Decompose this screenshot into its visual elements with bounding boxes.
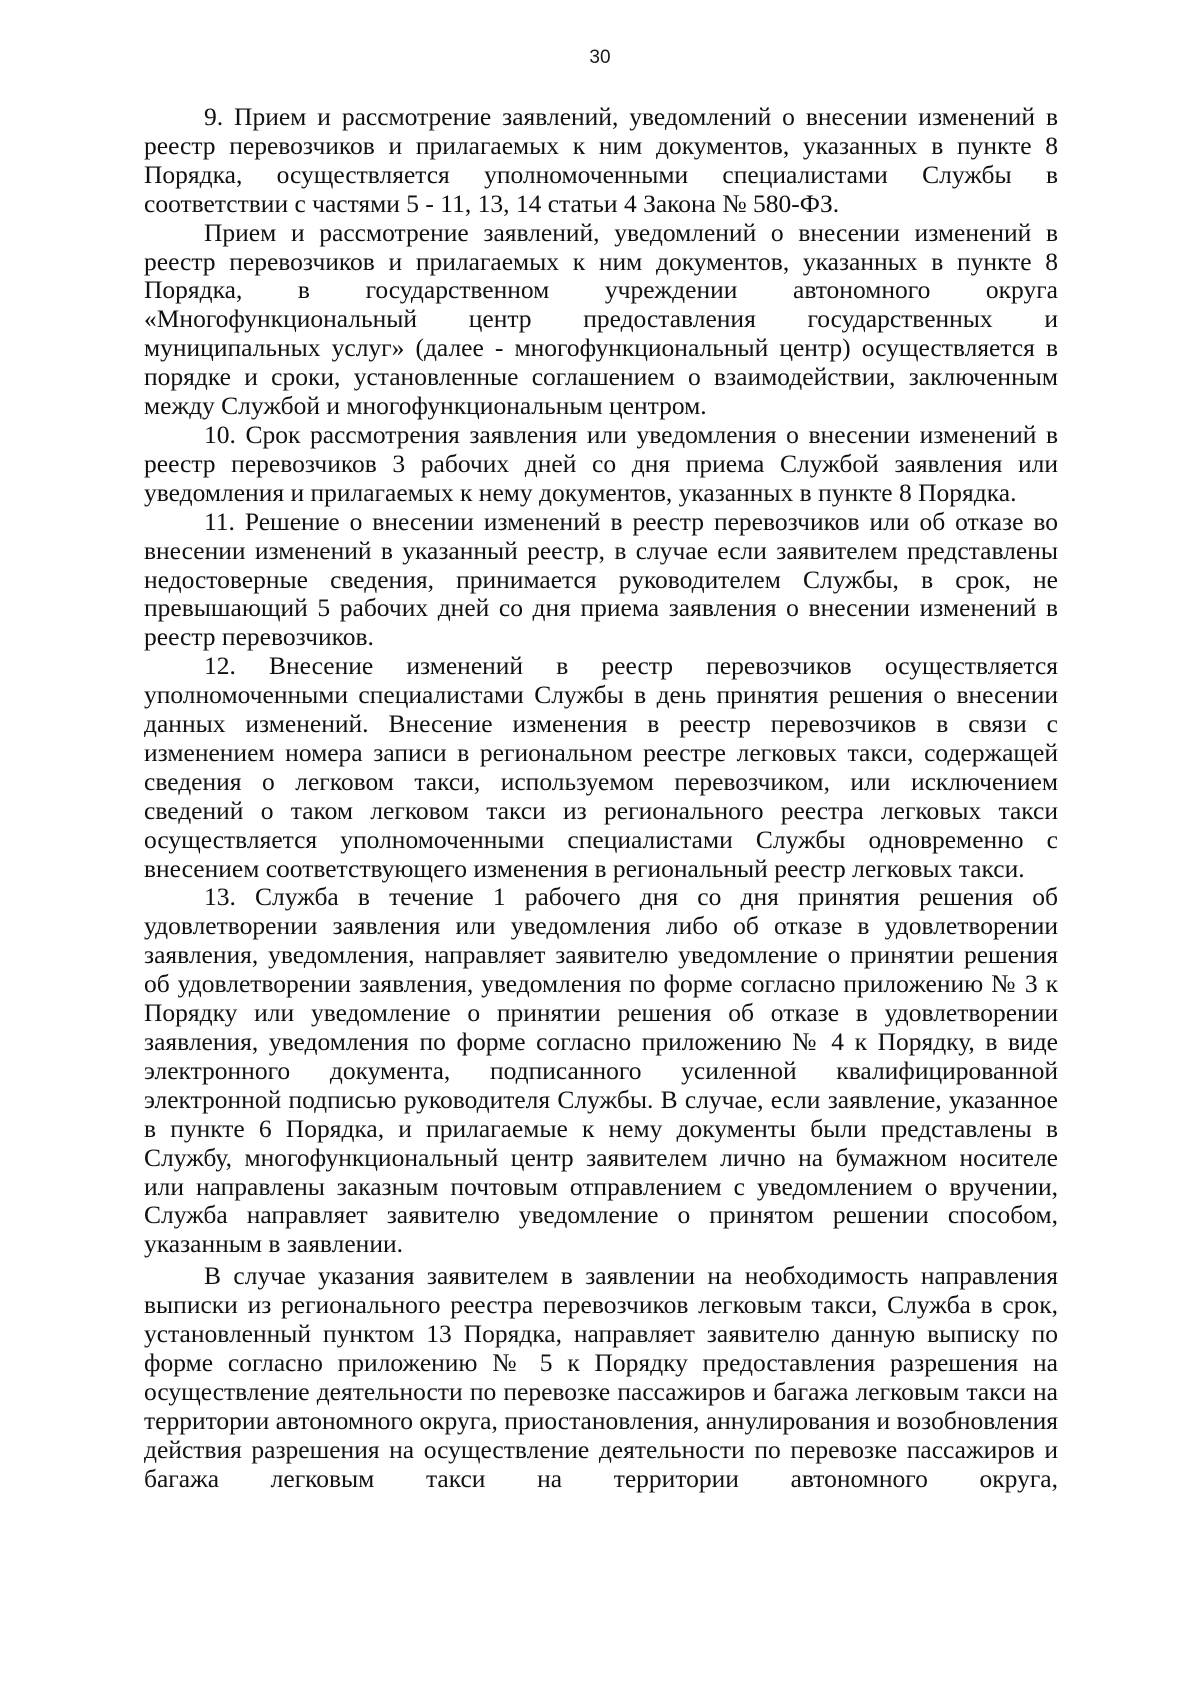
paragraph-13: 13. Служба в течение 1 рабочего дня со дня принятия решения об удовлетворении заявления или уведомления либо об отказе в удовлетворении заявления, уведомления, направляет заявителю уведомление о принятии решения об удовлетворении заявления, уведомления по форме согласно приложению № 3 к Порядку или уведомление о принятии решения об отказе в удовлетворении заявления, уведомления по форме согласно приложению № 4 к Порядку, в виде электронного документа, подписанного усиленной квалифицированной электронной подписью руководителя Службы. В случае, если заявление, указанное в пункте 6 Порядка, и прилагаемые к нему документы были представлены в Службу, многофункциональный центр заявителем лично на бумажном носителе или направлены заказным почтовым отправлением с уведомлением о вручении, Служба направляет заявителю уведомление о принятом решении способом, указанным в заявлении. — [144, 882, 1058, 1259]
document-body — [144, 103, 1058, 1494]
page-number: 30 — [589, 47, 611, 68]
paragraph-9-continued: Прием и рассмотрение заявлений, уведомлений о внесении изменений в реестр перевозчиков и прилагаемых к ним документов, указанных в пункте 8 Порядка, в государственном учреждении автономного округа «Многофункциональный центр предоставления государственных и муниципальных услуг» (далее - многофункциональный центр) осуществляется в порядке и сроки, установленные соглашением о взаимодействии, заключенным между Службой и многофункциональным центром. — [144, 217, 1058, 421]
paragraph-12: 12. Внесение изменений в реестр перевозчиков осуществляется уполномоченными специалистами Службы в день принятия решения о внесении данных изменений. Внесение изменения в реестр перевозчиков в связи с изменением номера записи в региональном реестре легковых такси, содержащей сведения о легковом такси, используемом перевозчиком, или исключением сведений о таком легковом такси из регионального реестра легковых такси осуществляется уполномоченными специалистами Службы одновременно с внесением соответствующего изменения в региональный реестр легковых такси. — [144, 651, 1058, 883]
paragraph-10: 10. Срок рассмотрения заявления или уведомления о внесении изменений в реестр перевозчиков 3 рабочих дней со дня приема Службой заявления или уведомления и прилагаемых к нему документов, указанных в пункте 8 Порядка. — [144, 419, 1058, 507]
paragraph-9: 9. Прием и рассмотрение заявлений, уведомлений о внесении изменений в реестр перевозчиков и прилагаемых к ним документов, указанных в пункте 8 Порядка, осуществляется уполномоченными специалистами Службы в соответствии с частями 5 - 11, 13, 14 статьи 4 Закона № 580-ФЗ. — [144, 102, 1058, 218]
paragraph-13-continued: В случае указания заявителем в заявлении на необходимость направления выписки из регионального реестра перевозчиков легковым такси, Служба в срок, установленный пунктом 13 Порядка, направляет заявителю данную выписку по форме согласно приложению № 5 к Порядку предоставления разрешения на осуществление деятельности по перевозке пассажиров и багажа легковым такси на территории автономного округа, приостановления, аннулирования и возобновления действия разрешения на осуществление деятельности по перевозке пассажиров и багажа легковым такси на территории автономного округа, — [144, 1261, 1058, 1493]
paragraph-11: 11. Решение о внесении изменений в реестр перевозчиков или об отказе во внесении изменений в указанный реестр, в случае если заявителем представлены недостоверные сведения, принимается руководителем Службы, в срок, не превышающий 5 рабочих дней со дня приема заявления о внесении изменений в реестр перевозчиков. — [144, 506, 1058, 652]
